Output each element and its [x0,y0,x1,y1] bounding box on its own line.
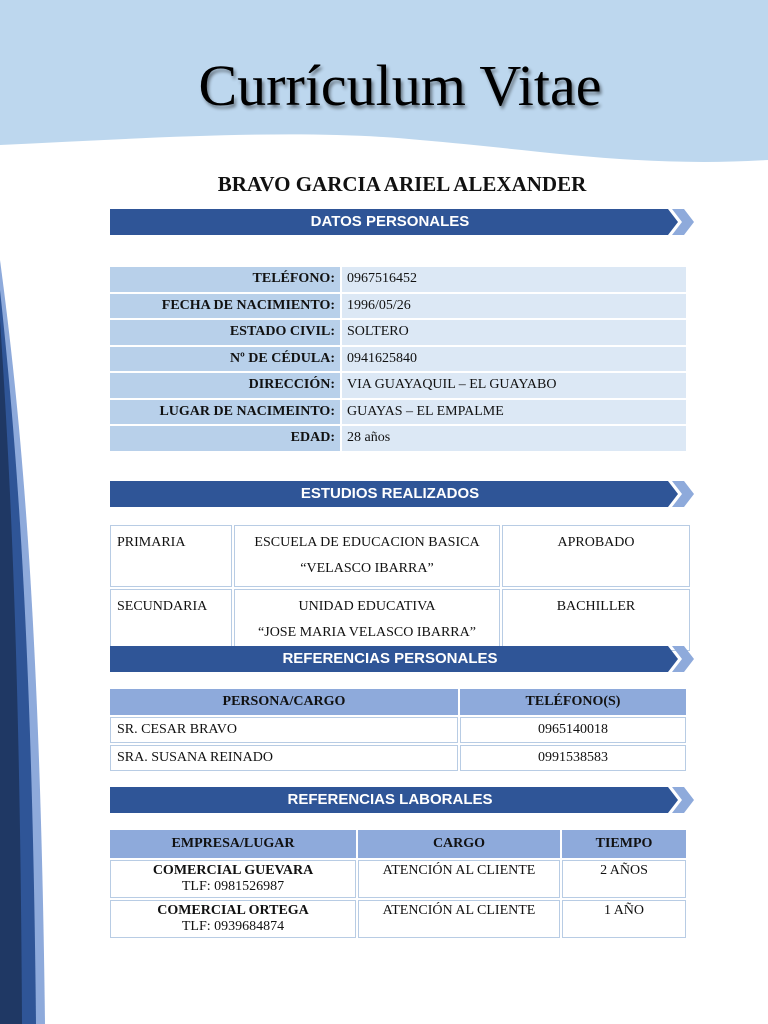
left-wave-decoration [0,260,60,1024]
study-status: BACHILLER [502,589,690,651]
candidate-name: BRAVO GARCIA ARIEL ALEXANDER [217,172,587,196]
field-label: DIRECCIÓN: [110,373,340,398]
work-duration: 1 AÑO [562,900,686,938]
studies-table [108,523,692,653]
study-level: PRIMARIA [110,525,232,587]
section-heading: DATOS PERSONALES [310,213,470,230]
personal-data-table [108,265,688,453]
field-label: LUGAR DE NACIMEINTO: [110,400,340,425]
study-level: SECUNDARIA [110,589,232,651]
reference-phone: 0991538583 [460,745,686,771]
table-row [110,347,686,372]
table-row [110,320,686,345]
field-value: SOLTERO [342,320,686,345]
field-label: TELÉFONO: [110,267,340,292]
table-header-row [110,689,686,715]
table-row [110,589,690,651]
field-value: GUAYAS – EL EMPALME [342,400,686,425]
work-company [110,900,356,938]
field-value: 28 años [342,426,686,451]
column-header: EMPRESA/LUGAR [110,830,356,858]
work-position: ATENCIÓN AL CLIENTE [358,900,560,938]
work-position: ATENCIÓN AL CLIENTE [358,860,560,898]
company-name: COMERCIAL GUEVARA [152,863,314,878]
work-references-table [108,828,688,940]
table-row [110,373,686,398]
company-phone: TLF: 0981526987 [181,879,285,894]
table-row [110,745,686,771]
study-institution [234,525,500,587]
table-row [110,717,686,743]
study-institution [234,589,500,651]
section-band-referencias-laborales [110,787,700,813]
field-value: 1996/05/26 [342,294,686,319]
table-row [110,267,686,292]
column-header: TELÉFONO(S) [460,689,686,715]
column-header: PERSONA/CARGO [110,689,458,715]
institution-line: “JOSE MARIA VELASCO IBARRA” [258,625,476,640]
field-value: 0967516452 [342,267,686,292]
column-header: CARGO [358,830,560,858]
table-row [110,400,686,425]
section-band-datos-personales [110,209,700,235]
field-label: FECHA DE NACIMIENTO: [110,294,340,319]
reference-phone: 0965140018 [460,717,686,743]
institution-line: UNIDAD EDUCATIVA [298,599,436,614]
table-row [110,900,686,938]
work-duration: 2 AÑOS [562,860,686,898]
institution-line: ESCUELA DE EDUCACION BASICA [254,535,480,550]
table-row [110,525,690,587]
reference-person: SR. CESAR BRAVO [110,717,458,743]
institution-line: “VELASCO IBARRA” [300,561,434,576]
table-row [110,426,686,451]
table-row [110,294,686,319]
field-label: ESTADO CIVIL: [110,320,340,345]
study-status: APROBADO [502,525,690,587]
field-value: 0941625840 [342,347,686,372]
company-phone: TLF: 0939684874 [181,919,285,934]
section-heading: REFERENCIAS PERSONALES [282,650,498,667]
table-row [110,860,686,898]
field-label: Nº DE CÉDULA: [110,347,340,372]
column-header: TIEMPO [562,830,686,858]
section-heading: REFERENCIAS LABORALES [287,791,493,808]
section-band-estudios [110,481,700,507]
table-header-row [110,830,686,858]
reference-person: SRA. SUSANA REINADO [110,745,458,771]
section-heading: ESTUDIOS REALIZADOS [300,485,480,502]
personal-references-table [108,687,688,773]
section-band-referencias-personales [110,646,700,672]
company-name: COMERCIAL ORTEGA [157,903,309,918]
field-value: VIA GUAYAQUIL – EL GUAYABO [342,373,686,398]
work-company [110,860,356,898]
document-title: Currículum Vitae [198,53,602,118]
field-label: EDAD: [110,426,340,451]
